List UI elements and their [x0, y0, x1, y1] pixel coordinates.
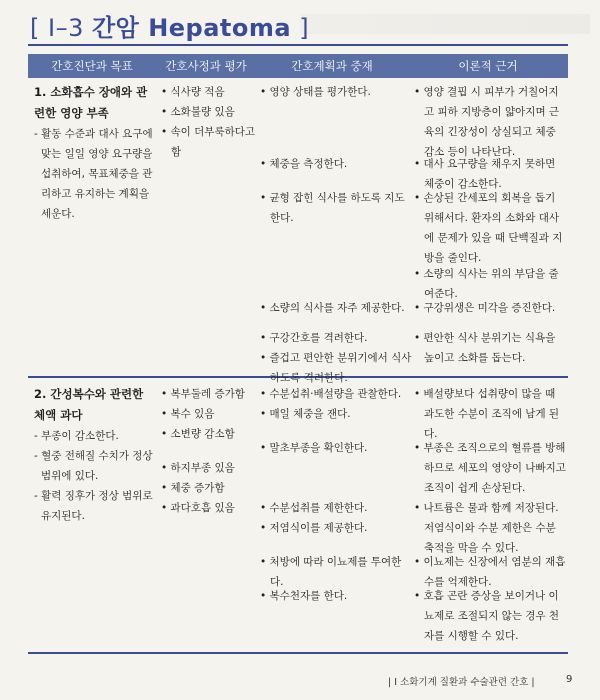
plan-item: • 즐겁고 편안한 분위기에서 식사하도록 격려한다. [260, 348, 412, 388]
plan-item: • 처방에 따라 이뇨제를 투여한다. [260, 552, 412, 592]
plan-item: • 수분섭취·배설량을 관찰한다. [260, 384, 412, 404]
diagnosis-column [34, 82, 154, 224]
rationale-column [414, 378, 568, 652]
title-rule [28, 44, 568, 46]
header-diagnosis: 간호진단과 목표 [51, 59, 133, 73]
rationale-item: • 부종은 조직으로의 혈류를 방해하므로 세포의 영양이 나빠지고 조직이 쉽게 손상된다. [414, 438, 568, 498]
plan-item: • 소량의 식사를 자주 제공한다. [260, 298, 412, 318]
assessment-item: • 체중 증가함 [161, 478, 257, 498]
section-fluid-excess [28, 378, 568, 654]
assessment-item: • 과다호흡 있음 [161, 498, 257, 518]
plan-item: • 저염식이를 제공한다. [260, 518, 412, 538]
section-nutrition [28, 78, 568, 384]
assessment-column [161, 78, 257, 376]
page-title: [ I–3 간암 Hepatoma ] [30, 14, 310, 42]
plan-column [260, 378, 412, 652]
plan-item: • 매일 체중을 잰다. [260, 404, 412, 424]
rationale-item: • 소량의 식사는 위의 부담을 줄여준다. [414, 264, 568, 304]
plan-item: • 복수천자를 한다. [260, 586, 412, 606]
care-plan-table [28, 54, 568, 654]
assessment-item: • 복부둘레 증가함 [161, 384, 257, 404]
assessment-item: • 복수 있음 [161, 404, 257, 424]
assessment-item: • 하지부종 있음 [161, 458, 257, 478]
page-footer [388, 674, 578, 688]
rationale-item: • 대사 요구량을 채우지 못하면 체중이 감소한다. [414, 154, 568, 194]
assessment-item: • 소변량 감소함 [161, 424, 257, 444]
rationale-item: • 호흡 곤란 증상을 보이거나 이뇨제로 조절되지 않는 경우 천자를 시행할 수 있다. [414, 586, 568, 646]
diagnosis-title: 2. 간성복수와 관련한 체액 과다 [34, 387, 144, 422]
plan-item: • 구강간호를 격려한다. [260, 328, 412, 348]
assessment-item: • 소화불량 있음 [161, 102, 257, 122]
header-rationale: 이론적 근거 [458, 59, 518, 73]
rationale-item: • 배설량보다 섭취량이 많을 때 과도한 수분이 조직에 남게 된다. [414, 384, 568, 444]
plan-column [260, 78, 412, 384]
goal-item: - 활동 수준과 대사 요구에 맞는 일일 영양 요구량을 섭취하여, 목표체중을 관리하고 유지하는 계획을 세운다. [34, 124, 154, 224]
assessment-column [161, 378, 257, 652]
running-footer-text: | I 소화기계 질환과 수술관련 간호 | [388, 677, 535, 688]
header-plan: 간호계획과 중재 [291, 59, 373, 73]
rationale-column [414, 78, 568, 376]
page-number: 9 [566, 674, 573, 685]
goal-item: - 혈중 전해질 수치가 정상 범위에 있다. [34, 446, 154, 486]
rationale-item: • 구강위생은 미각을 증진한다. [414, 298, 568, 318]
plan-item: • 수분섭취를 제한한다. [260, 498, 412, 518]
header-assessment: 간호사정과 평가 [165, 59, 247, 73]
assessment-item: • 속이 더부룩하다고 함 [161, 122, 257, 162]
rationale-item: • 나트륨은 물과 함께 저장된다. 저염식이와 수분 제한은 수분 축적을 막을 수 있다. [414, 498, 568, 558]
diagnosis-column [34, 384, 154, 526]
goal-item: - 활력 징후가 정상 범위로 유지된다. [34, 486, 154, 526]
plan-item: • 영양 상태를 평가한다. [260, 82, 412, 102]
rationale-item: • 영양 결핍 시 피부가 거칠어지고 피하 지방층이 얇아지며 근육의 긴장성이 상실되고 체중 감소 등이 나타난다. [414, 82, 568, 162]
bleed-through-band [300, 14, 590, 34]
rationale-item: • 이뇨제는 신장에서 염분의 재흡수를 억제한다. [414, 552, 568, 592]
assessment-item: • 식사량 적음 [161, 82, 257, 102]
table-header [28, 54, 568, 78]
plan-item: • 균형 잡힌 식사를 하도록 지도한다. [260, 188, 412, 228]
diagnosis-title: 1. 소화흡수 장애와 관련한 영양 부족 [34, 85, 148, 120]
rationale-item: • 편안한 식사 분위기는 식욕을 높이고 소화를 돕는다. [414, 328, 568, 368]
rationale-item: • 손상된 간세포의 회복을 돕기 위해서다. 환자의 소화와 대사에 문제가 있을 때 단백질과 지방을 줄인다. [414, 188, 568, 268]
plan-item: • 체중을 측정한다. [260, 154, 412, 174]
plan-item: • 말초부종을 확인한다. [260, 438, 412, 458]
goal-item: - 부종이 감소한다. [34, 426, 154, 446]
